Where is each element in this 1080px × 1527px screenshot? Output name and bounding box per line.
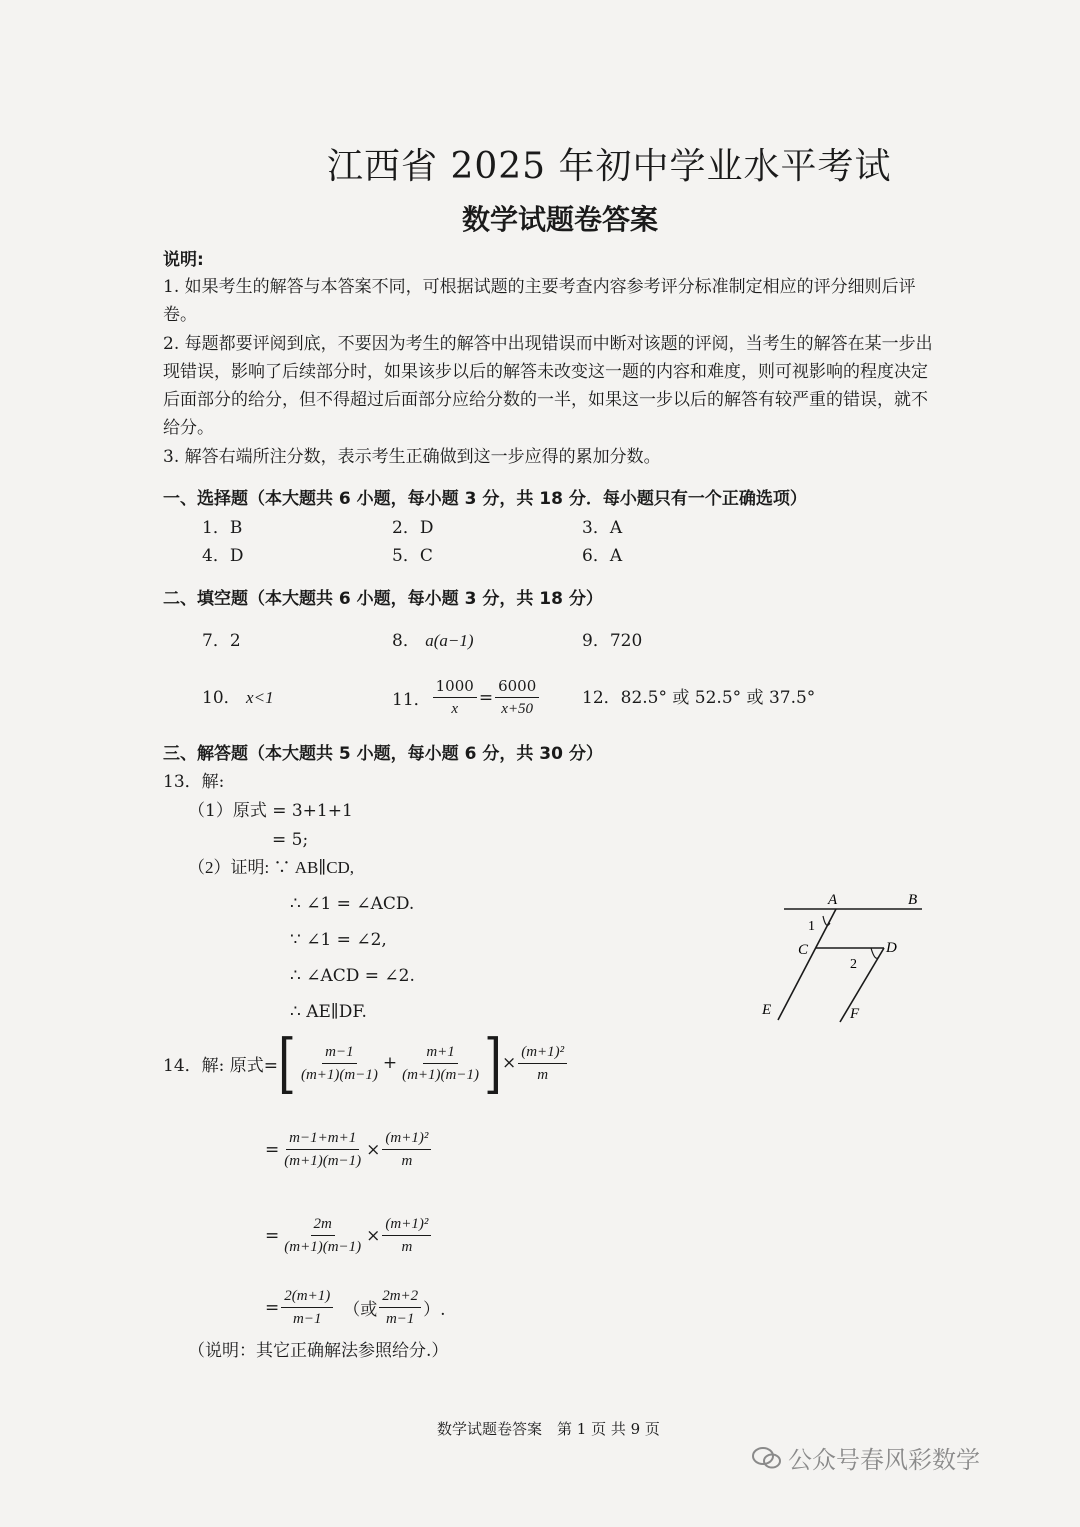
q14-label: 14．解: 原式=: [163, 1055, 279, 1076]
fraction-denominator: (m+1)(m−1): [300, 1066, 378, 1083]
fraction-denominator: x+50: [501, 701, 534, 717]
q13-part2-line5: ∴ AE∥DF.: [290, 1002, 367, 1022]
fraction-numerator: 2m: [311, 1214, 335, 1236]
answer-8: [392, 627, 474, 655]
label-f: F: [850, 1006, 860, 1022]
q13-part1-line1: （1）原式 = 3+1+1: [188, 801, 353, 821]
q13-part2-line2: ∴ ∠1 = ∠ACD.: [290, 894, 415, 914]
equals-sign: =: [478, 687, 494, 708]
wechat-icon: [752, 1446, 782, 1470]
section2-heading: 二、填空题（本大题共 6 小题，每小题 3 分，共 18 分）: [163, 589, 603, 609]
answer-10: [202, 684, 274, 712]
equals-sign: =: [265, 1225, 280, 1246]
fraction: [382, 1128, 431, 1171]
equals-sign: =: [265, 1297, 280, 1318]
fraction-numerator: 2m+2: [379, 1286, 421, 1308]
note-item-3: 3. 解答右端所注分数，表示考生正确做到这一步应得的累加分数。: [163, 447, 661, 467]
alt-open: （或: [343, 1300, 378, 1320]
fraction-numerator: m+1: [423, 1042, 457, 1064]
fraction: [281, 1128, 364, 1171]
answer-8-expr: a(a−1): [425, 631, 474, 650]
label-angle-1: 1: [808, 919, 815, 934]
fraction: [399, 1042, 482, 1085]
answer-2: 2．D: [392, 518, 434, 538]
geometry-figure: [760, 890, 930, 1025]
fraction-numerator: 1000: [433, 676, 477, 698]
watermark: [752, 1440, 980, 1475]
angle-1-arc: [823, 916, 830, 925]
alt-close: ）.: [423, 1300, 446, 1320]
fraction: [298, 1042, 381, 1085]
page-footer: 数学试题卷答案 第 1 页 共 9 页: [437, 1420, 660, 1438]
answer-1: 1．B: [202, 518, 243, 538]
right-bracket: ]: [484, 1025, 502, 1101]
answer-10-expr: x<1: [246, 688, 274, 707]
page-title: 江西省 2025 年初中学业水平考试: [327, 146, 892, 187]
answer-8-label: 8．: [392, 631, 420, 651]
fraction-denominator: m−1: [385, 1311, 415, 1327]
fraction: [281, 1214, 364, 1257]
fraction-numerator: (m+1)²: [382, 1214, 431, 1236]
q14-note: （说明：其它正确解法参照给分.）: [188, 1341, 449, 1361]
line-df: [840, 948, 884, 1022]
fraction-denominator: (m+1)(m−1): [402, 1066, 479, 1083]
fraction-denominator: (m+1)(m−1): [284, 1153, 362, 1169]
fraction-numerator: 6000: [495, 676, 539, 698]
answer-5: 5．C: [392, 546, 433, 566]
plus-sign: +: [382, 1053, 398, 1073]
fraction: [518, 1042, 567, 1085]
times-sign: ×: [501, 1053, 517, 1073]
fraction-denominator: m: [401, 1239, 413, 1255]
fraction: [281, 1286, 333, 1329]
answer-11-label: 11．: [392, 690, 431, 710]
answer-4: 4．D: [202, 546, 244, 566]
q14-line4: [265, 1286, 446, 1329]
page-subtitle: 数学试题卷答案: [462, 203, 659, 236]
q13-part1-line2: = 5;: [272, 830, 309, 850]
answer-11-left-fraction: [433, 676, 477, 719]
label-angle-2: 2: [850, 957, 857, 972]
fraction-denominator: m: [537, 1066, 549, 1083]
fraction-numerator: 2(m+1): [281, 1286, 333, 1308]
note-item-1: 1. 如果考生的解答与本答案不同，可根据试题的主要考查内容参考评分标准制定相应的评分细则后评卷。: [163, 277, 916, 325]
answer-3: 3．A: [582, 518, 623, 538]
answer-11: [392, 676, 541, 719]
fraction-denominator: (m+1)(m−1): [284, 1239, 362, 1255]
section1-heading: 一、选择题（本大题共 6 小题，每小题 3 分，共 18 分．每小题只有一个正确选项）: [163, 489, 807, 509]
note-item-2: 2. 每题都要评阅到底，不要因为考生的解答中出现错误而中断对该题的评阅，当考生的解答在某一步出现错误，影响了后续部分时，如果该步以后的解答未改变这一题的内容和难度，则可视影响的程度决定后面部分的给分，但不得超过后面部分应给分数的一半，如果这一步以后的解答有较严重的错误，就不给分。: [163, 334, 933, 438]
angle-2-arc: [871, 948, 879, 958]
label-a: A: [828, 892, 838, 908]
fraction-numerator: (m+1)²: [382, 1128, 431, 1150]
times-sign: ×: [366, 1225, 381, 1246]
fraction-numerator: (m+1)²: [518, 1042, 567, 1064]
fraction-denominator: m: [401, 1153, 413, 1169]
section3-heading: 三、解答题（本大题共 5 小题，每小题 6 分，共 30 分）: [163, 744, 603, 764]
left-bracket: [: [278, 1025, 296, 1101]
q13-part2-line4: ∴ ∠ACD = ∠2.: [290, 966, 415, 986]
fraction-numerator: m−1: [322, 1042, 356, 1064]
answer-7: 7．2: [202, 631, 241, 651]
equals-sign: =: [265, 1139, 280, 1160]
q13-label: 13．解:: [163, 772, 225, 792]
label-e: E: [762, 1002, 772, 1018]
fraction-denominator: m−1: [292, 1311, 322, 1327]
times-sign: ×: [366, 1139, 381, 1160]
answer-12: 12．82.5° 或 52.5° 或 37.5°: [582, 688, 816, 708]
answer-6: 6．A: [582, 546, 623, 566]
q14-line2: [265, 1128, 433, 1171]
q13-part2-line3: ∵ ∠1 = ∠2,: [290, 930, 387, 950]
fraction-numerator: m−1+m+1: [286, 1128, 359, 1150]
label-d: D: [886, 940, 897, 956]
answer-10-label: 10．: [202, 688, 241, 708]
fraction-denominator: x: [451, 701, 459, 717]
q14-line3: [265, 1214, 433, 1257]
notes-heading: 说明:: [163, 250, 204, 270]
fraction: [379, 1286, 421, 1329]
fraction: [382, 1214, 431, 1257]
watermark-text: 公众号春风彩数学: [788, 1446, 980, 1474]
answer-9: 9．720: [582, 631, 643, 651]
q14-line1: [163, 1025, 569, 1101]
label-c: C: [798, 942, 809, 958]
label-b: B: [908, 892, 918, 908]
q13-part2-line1: （2）证明: ∵ AB∥CD,: [188, 858, 355, 877]
answer-11-right-fraction: [495, 676, 539, 719]
